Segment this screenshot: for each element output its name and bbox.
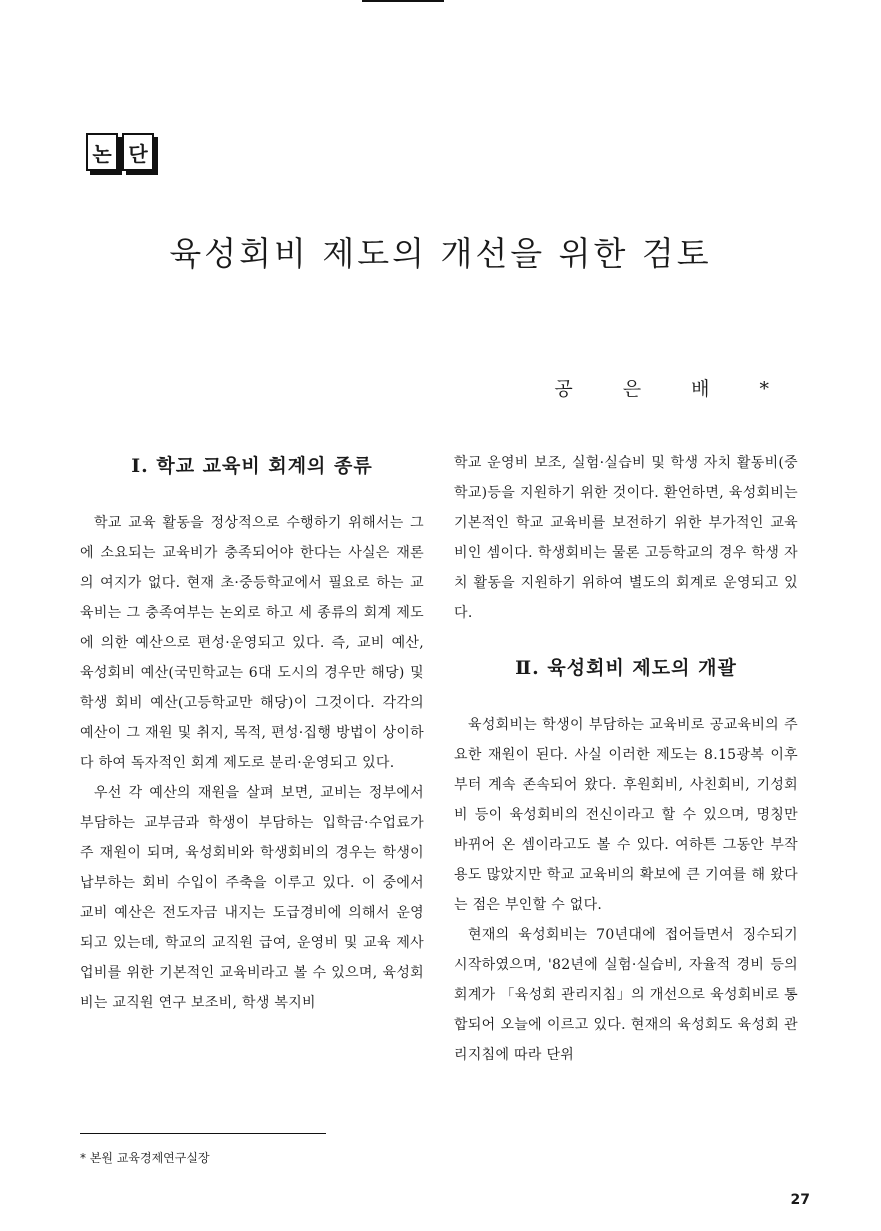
article-title: 육성회비 제도의 개선을 위한 검토 <box>169 234 712 273</box>
right-column <box>454 448 798 1070</box>
section-1-paragraph-2: 우선 각 예산의 재원을 살펴 보면, 교비는 정부에서 부담하는 교부금과 학생이 부담하는 입학금·수업료가 주 재원이 되며, 육성회비와 학생회비의 경우는 학생이 납부하는 회비 수입이 주축을 이루고 있다. 이 중에서 교비 예산은 전도자금 내지는 도급경비에 의해서 운영되고 있는데, 학교의 교직원 급여, 운영비 및 교육 제사업비를 위한 기본적인 교육비라고 볼 수 있으며, 육성회비는 교직원 연구 보조비, 학생 복지비 <box>80 785 424 1011</box>
section-1-paragraph-1: 학교 교육 활동을 정상적으로 수행하기 위해서는 그에 소요되는 교육비가 충족되어야 한다는 사실은 재론의 여지가 없다. 현재 초·중등학교에서 필요로 하는 교육비는 그 충족여부는 논외로 하고 세 종류의 회계 제도에 의한 예산으로 편성·운영되고 있다. 즉, 교비 예산, 육성회비 예산(국민학교는 6대 도시의 경우만 해당) 및 학생 회비 예산(고등학교만 해당)이 그것이다. 각각의 예산이 그 재원 및 취지, 목적, 편성·집행 방법이 상이하다 하여 독자적인 회계 제도로 분리·운영되고 있다. <box>80 515 424 771</box>
author-name: 공 은 배 * <box>554 378 791 400</box>
badge-char-2: 단 <box>122 133 154 171</box>
page-number: 27 <box>790 1192 810 1208</box>
left-column <box>80 448 424 1018</box>
section-2-heading: Ⅱ. 육성회비 제도의 개괄 <box>515 657 737 679</box>
footnote-rule <box>80 1133 326 1134</box>
section-1-continuation: 학교 운영비 보조, 실험·실습비 및 학생 자치 활동비(중학교)등을 지원하기 위한 것이다. 환언하면, 육성회비는 기본적인 학교 교육비를 보전하기 위한 부가적인 교육비인 셈이다. 학생회비는 물론 고등학교의 경우 학생 자치 활동을 지원하기 위하여 별도의 회계로 운영되고 있다. <box>454 455 798 621</box>
footnote: * 본원 교육경제연구실장 <box>80 1151 210 1165</box>
section-2-paragraph-2: 현재의 육성회비는 70년대에 접어들면서 징수되기 시작하였으며, '82년에 실험·실습비, 자율적 경비 등의 회계가 「육성회 관리지침」의 개선으로 육성회비로 통합되어 오늘에 이르고 있다. 현재의 육성회도 육성회 관리지침에 따라 단위 <box>454 927 798 1063</box>
section-1-heading: Ⅰ. 학교 교육비 회계의 종류 <box>131 455 373 477</box>
section-2-paragraph-1: 육성회비는 학생이 부담하는 교육비로 공교육비의 주요한 재원이 된다. 사실 이러한 제도는 8.15광복 이후부터 계속 존속되어 왔다. 후원회비, 사친회비, 기성회비 등이 육성회비의 전신이라고 할 수 있으며, 명칭만 바뀌어 온 셈이라고도 볼 수 있다. 여하튼 그동안 부작용도 많았지만 학교 교육비의 확보에 큰 기여를 해 왔다는 점은 부인할 수 없다. <box>454 717 798 913</box>
column-badge <box>86 133 158 171</box>
badge-char-1: 논 <box>86 133 118 171</box>
top-rule <box>362 0 444 2</box>
